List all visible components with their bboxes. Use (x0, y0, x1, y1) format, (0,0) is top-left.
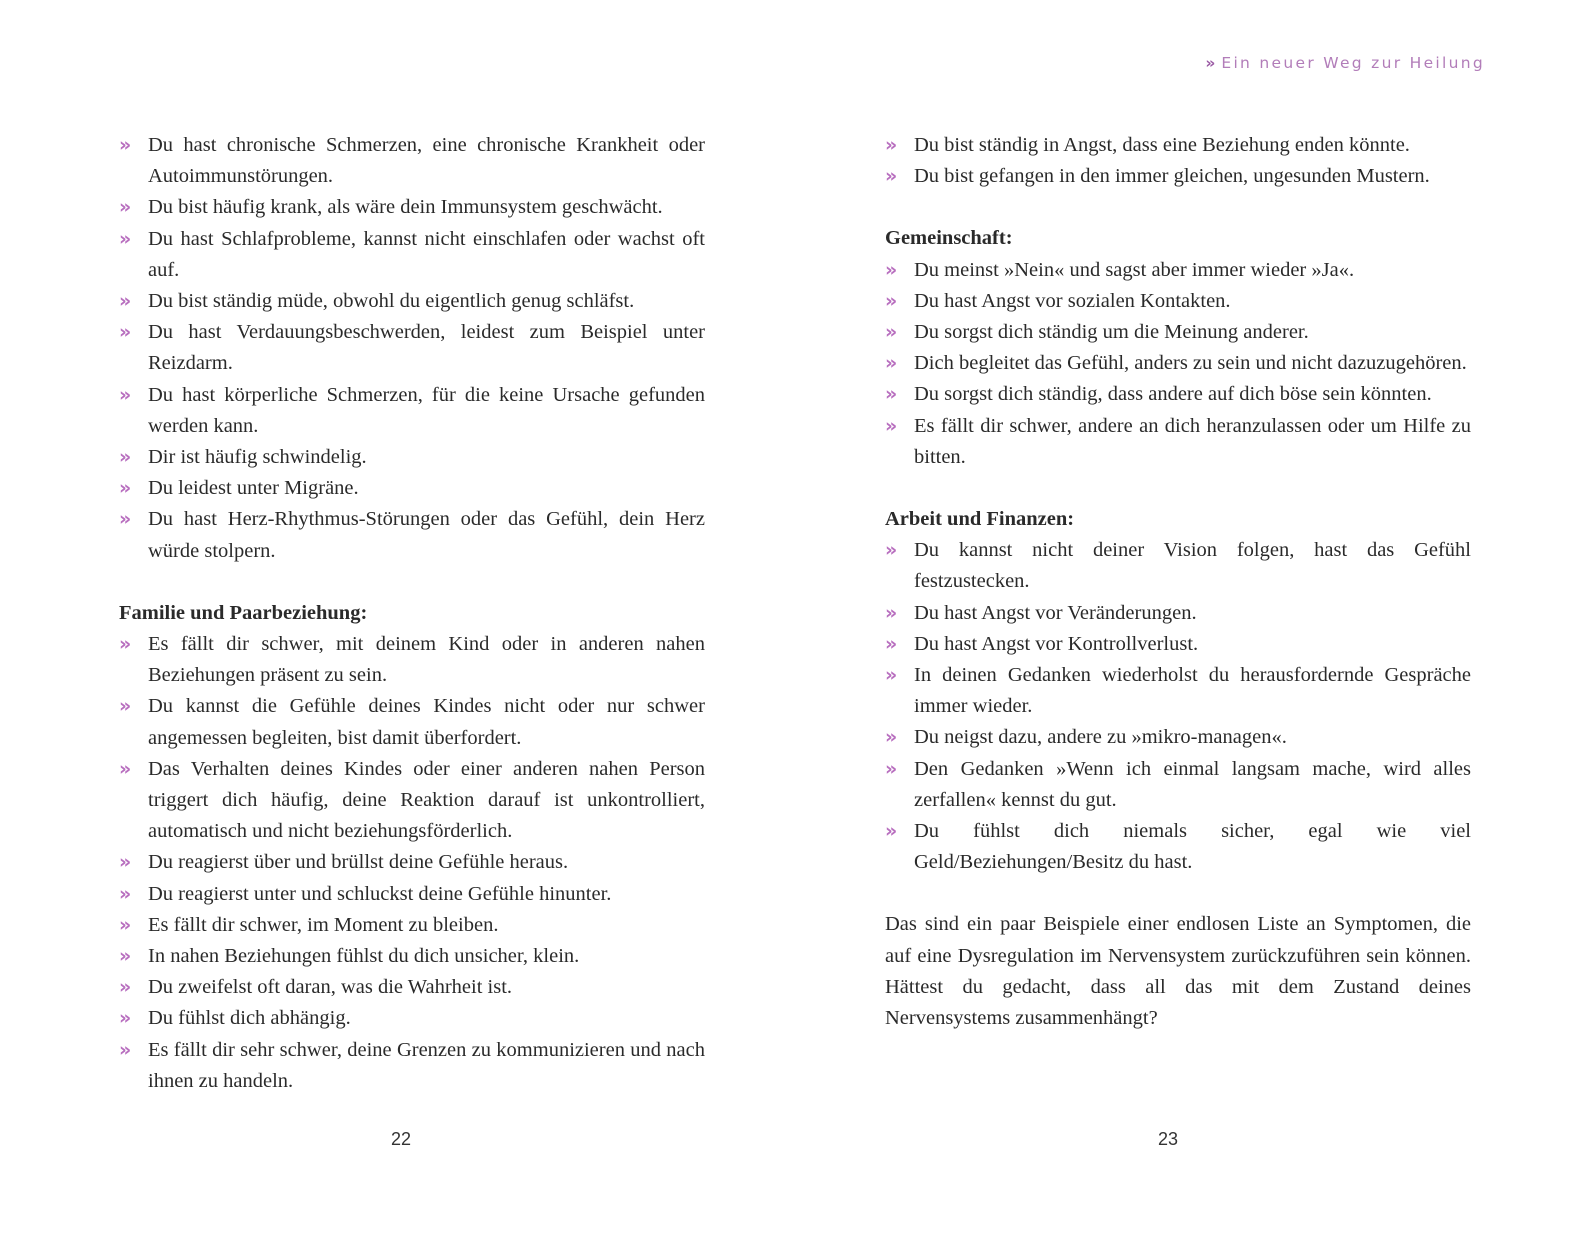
chevron-bullet-icon: » (885, 601, 898, 624)
running-header (1205, 54, 1485, 72)
chevron-bullet-icon: » (119, 508, 132, 531)
chevron-bullet-icon: » (885, 289, 898, 312)
chevron-bullet-icon: » (119, 945, 132, 968)
chevron-bullet-icon: » (885, 539, 898, 562)
list-item-text: Es fällt dir schwer, andere an dich heranzulassen oder um Hilfe zu bitten. (914, 414, 1471, 468)
list-item (119, 847, 705, 878)
heading-family: Familie und Paarbeziehung: (119, 601, 368, 624)
list-item-text: Du leidest unter Migräne. (148, 477, 359, 500)
list-item (119, 473, 705, 504)
list-item (885, 130, 1471, 161)
symptom-list-community (885, 255, 1471, 473)
list-item-text: Du bist ständig in Angst, dass eine Beziehung enden könnte. (914, 134, 1410, 156)
list-item (119, 504, 705, 566)
list-item (885, 722, 1471, 753)
chevron-bullet-icon: » (885, 352, 898, 375)
chevron-bullet-icon: » (119, 913, 132, 936)
closing-paragraph: Das sind ein paar Beispiele einer endlosen Liste an Symptomen, die auf eine Dysregulation im Nervensystem zurückzuführen sein können. Hättest du gedacht, dass all das mit dem Zustand deines Nervensystems zusammenhängt? (885, 913, 1471, 1030)
list-item-text: Du sorgst dich ständig, dass andere auf dich böse sein könnten. (914, 383, 1432, 406)
chevron-bullet-icon: » (885, 414, 898, 437)
list-item-text: In deinen Gedanken wiederholst du herausfordernde Gespräche immer wieder. (914, 664, 1471, 718)
chevron-bullet-icon: » (119, 383, 132, 406)
chevron-bullet-icon: » (885, 165, 898, 188)
list-item-text: Du kannst die Gefühle deines Kindes nicht oder nur schwer angemessen begleiten, bist damit überfordert. (148, 695, 705, 749)
page-number-right: 23 (1158, 1129, 1179, 1149)
symptom-list-continued (885, 130, 1471, 192)
list-item (885, 660, 1471, 722)
list-item (885, 816, 1471, 878)
list-item-text: Du kannst nicht deiner Vision folgen, hast das Gefühl festzustecken. (914, 539, 1471, 593)
chevron-bullet-icon: » (119, 446, 132, 469)
symptom-list-body (119, 130, 705, 567)
list-item (885, 286, 1471, 317)
list-item-text: Du reagierst unter und schluckst deine Gefühle hinunter. (148, 882, 612, 905)
list-item (119, 1035, 705, 1097)
right-page (797, 0, 1594, 1240)
chevron-bullet-icon: » (885, 134, 898, 156)
left-text-block (119, 130, 705, 1097)
list-item (885, 255, 1471, 286)
chevron-bullet-icon: » (119, 633, 132, 656)
list-item (119, 224, 705, 286)
list-item (119, 754, 705, 848)
list-item-text: Das Verhalten deines Kindes oder einer anderen nahen Person triggert dich häufig, deine Reaktion darauf ist unkontrolliert, automatisch und nicht beziehungsförderlich. (148, 757, 705, 843)
list-item (885, 411, 1471, 473)
list-item-text: Du hast Schlafprobleme, kannst nicht einschlafen oder wachst oft auf. (148, 227, 705, 281)
chevron-bullet-icon: » (119, 882, 132, 905)
list-item (119, 879, 705, 910)
list-item-text: Du hast körperliche Schmerzen, für die keine Ursache gefunden werden kann. (148, 383, 705, 437)
list-item (119, 910, 705, 941)
chevron-bullet-icon: » (885, 383, 898, 406)
chevron-bullet-icon: » (119, 196, 132, 219)
heading-work: Arbeit und Finanzen: (885, 508, 1075, 531)
chevron-bullet-icon: » (119, 757, 132, 780)
list-item (885, 379, 1471, 410)
list-item (885, 629, 1471, 660)
list-item-text: Es fällt dir schwer, mit deinem Kind oder in anderen nahen Beziehungen präsent zu sein. (148, 633, 705, 687)
chevron-bullet-icon: » (119, 851, 132, 874)
list-item-text: Du fühlst dich niemals sicher, egal wie viel Geld/Beziehungen/Besitz du hast. (914, 820, 1471, 874)
list-item-text: Du meinst »Nein« und sagst aber immer wieder »Ja«. (914, 258, 1355, 281)
chevron-bullet-icon: » (119, 321, 132, 344)
list-item-text: Du sorgst dich ständig um die Meinung anderer. (914, 321, 1309, 344)
list-item (119, 380, 705, 442)
list-item-text: Du bist ständig müde, obwohl du eigentlich genug schläfst. (148, 290, 635, 313)
chevron-bullet-icon: » (885, 726, 898, 749)
list-item-text: Du reagierst über und brüllst deine Gefühle heraus. (148, 851, 569, 874)
chevron-bullet-icon: » (119, 1038, 132, 1061)
list-item (885, 348, 1471, 379)
heading-community: Gemeinschaft: (885, 227, 1013, 250)
list-item-text: Du bist häufig krank, als wäre dein Immunsystem geschwächt. (148, 196, 663, 219)
list-item (119, 691, 705, 753)
chevron-bullet-icon: » (119, 695, 132, 718)
list-item (119, 629, 705, 691)
chevron-bullet-icon: » (885, 321, 898, 344)
list-item-text: Du hast Verdauungsbeschwerden, leidest zum Beispiel unter Reizdarm. (148, 321, 705, 375)
right-text-block (885, 130, 1471, 1034)
list-item-text: Du bist gefangen in den immer gleichen, ungesunden Mustern. (914, 165, 1430, 188)
list-item-text: Du hast Herz-Rhythmus-Störungen oder das Gefühl, dein Herz würde stolpern. (148, 508, 705, 562)
symptom-list-work (885, 535, 1471, 878)
list-item-text: Du hast Angst vor Veränderungen. (914, 601, 1197, 624)
chevron-marker-icon: » (1205, 54, 1216, 72)
chevron-bullet-icon: » (885, 757, 898, 780)
page-number-left: 22 (391, 1129, 412, 1149)
list-item (119, 941, 705, 972)
list-item-text: Den Gedanken »Wenn ich einmal langsam mache, wird alles zerfallen« kennst du gut. (914, 757, 1471, 811)
list-item-text: Du hast Angst vor sozialen Kontakten. (914, 289, 1231, 312)
list-item (885, 161, 1471, 192)
list-item (885, 317, 1471, 348)
list-item-text: Dich begleitet das Gefühl, anders zu sein und nicht dazuzugehören. (914, 352, 1467, 375)
chevron-bullet-icon: » (885, 664, 898, 687)
list-item (885, 598, 1471, 629)
chevron-bullet-icon: » (119, 227, 132, 250)
list-item-text: In nahen Beziehungen fühlst du dich unsicher, klein. (148, 945, 580, 968)
symptom-list-family (119, 629, 705, 1097)
list-item (119, 130, 705, 192)
list-item-text: Du hast Angst vor Kontrollverlust. (914, 632, 1199, 655)
chevron-bullet-icon: » (119, 477, 132, 500)
list-item (119, 192, 705, 223)
list-item (119, 972, 705, 1003)
chevron-bullet-icon: » (119, 1007, 132, 1030)
chevron-bullet-icon: » (119, 290, 132, 313)
list-item-text: Dir ist häufig schwindelig. (148, 446, 367, 469)
running-title: Ein neuer Weg zur Heilung (1221, 54, 1485, 72)
list-item-text: Es fällt dir schwer, im Moment zu bleiben. (148, 913, 499, 936)
list-item-text: Du zweifelst oft daran, was die Wahrheit ist. (148, 976, 513, 999)
list-item-text: Du neigst dazu, andere zu »mikro-managen«. (914, 726, 1287, 749)
list-item (119, 317, 705, 379)
list-item (885, 535, 1471, 597)
list-item (119, 442, 705, 473)
list-item (119, 1003, 705, 1034)
chevron-bullet-icon: » (885, 820, 898, 843)
chevron-bullet-icon: » (119, 976, 132, 999)
list-item-text: Es fällt dir sehr schwer, deine Grenzen zu kommunizieren und nach ihnen zu handeln. (148, 1038, 705, 1092)
chevron-bullet-icon: » (119, 134, 132, 156)
list-item (885, 754, 1471, 816)
list-item (119, 286, 705, 317)
list-item-text: Du hast chronische Schmerzen, eine chronische Krankheit oder Autoimmunstörungen. (148, 134, 705, 188)
chevron-bullet-icon: » (885, 258, 898, 281)
list-item-text: Du fühlst dich abhängig. (148, 1007, 351, 1030)
chevron-bullet-icon: » (885, 632, 898, 655)
